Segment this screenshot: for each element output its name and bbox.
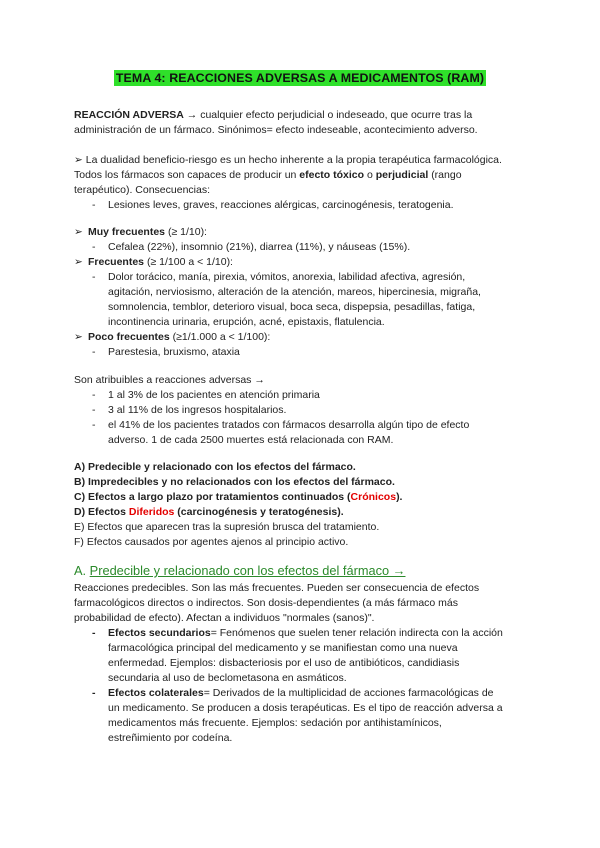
duality-paragraph [74,153,526,213]
class-e: E) Efectos que aparecen tras la supresión brusca del tratamiento. [74,521,380,533]
duality-line2a: Todos los fármacos son capaces de producir un [74,169,297,181]
definition-line2: administración de un fármaco. Sinónimos= efecto indeseable, acontecimiento adverso. [74,124,478,136]
definition-term: REACCIÓN ADVERSA [74,109,184,121]
class-d: D) Efectos Diferidos (carcinogénesis y teratogénesis). [74,506,344,518]
collateral-effects-term: Efectos colaterales [108,687,204,699]
list-item: - Cefalea (22%), insomnio (21%), diarrea (11%), y náuseas (15%). [92,241,411,253]
section-a-body: Reacciones predecibles. Son las más frecuentes. Pueden ser consecuencia de efectos farmacológicos directos o indirectos. Son dosis-dependientes (a más fármaco más probabilidad de efecto). Afectan a individuos "normales (sanos)". - Efectos secundarios= Fenómenos que suelen tener relación indirecta con la acción farmacológica principal del medicamento y se manifiestan como una nueva enfermedad. Ejemplos: disbacteriosis por el uso de antibióticos, candidiasis secundaria al uso de beclometasona en asmáticos. - Efectos colaterales= Derivados de la multiplicidad de acciones farmacológicas de un medicamento. Se producen a dosis terapéuticas. Es el tipo de reacción adversa a medicamentos más frecuente. Ejemplos: sedación por antihistamínicos, estreñimiento por codeína. [74,581,526,746]
consequence-list [74,198,526,213]
list-item: - Dolor torácico, manía, pirexia, vómitos, anorexia, labilidad afectiva, agresión, agitación, nerviosismo, alteración de la atención, mareos, hipercinesia, migraña, somnolencia, temblor, deterioro visual, boca seca, dispepsia, pesadillas, fatiga, incontinencia urinaria, erupción, acné, epistaxis, flatulencia. [92,271,481,328]
arrow-bullet-icon: ➢ [74,226,83,238]
secondary-effects-term: Efectos secundarios [108,627,211,639]
classification-list [74,460,526,550]
list-item: - Lesiones leves, graves, reacciones alérgicas, carcinogénesis, teratogenia. [92,199,454,211]
duality-line1: La dualidad beneficio-riesgo es un hecho inherente a la propia terapéutica farmacológica. [85,154,502,166]
attributable-intro: Son atribuibles a reacciones adversas → [74,374,265,386]
duality-line2b: (rango [431,169,462,181]
page-title: TEMA 4: REACCIONES ADVERSAS A MEDICAMENTOS (RAM) [115,71,485,85]
class-c: C) Efectos a largo plazo por tratamientos continuados (Crónicos). [74,491,403,503]
class-f: F) Efectos causados por agentes ajenos al principio activo. [74,536,349,548]
class-b: B) Impredecibles y no relacionados con los efectos del fármaco. [74,476,395,488]
frequency-section [74,225,526,360]
section-a-list [74,626,526,746]
attributable-section [74,373,526,448]
definition-paragraph [74,108,526,138]
duality-mid: o [366,169,373,181]
section-a-heading: A. Predecible y relacionado con los efectos del fármaco → [74,563,406,578]
infrequent-heading: ➢ Poco frecuentes (≥1/1.000 a < 1/100): [74,331,271,343]
list-item: - 1 al 3% de los pacientes en atención primaria [92,389,320,401]
definition-line1: cualquier efecto perjudicial o indeseado, que ocurre tras la [200,109,473,121]
duality-line3: terapéutico). Consecuencias: [74,184,210,196]
frequent-list [74,270,526,330]
class-a: A) Predecible y relacionado con los efectos del fármaco. [74,461,356,473]
arrow-bullet-icon: ➢ [74,154,83,166]
arrow-bullet-icon: ➢ [74,256,83,268]
frequent-heading: ➢ Frecuentes (≥ 1/100 a < 1/10): [74,256,233,268]
attributable-list [74,388,526,448]
list-item: - Efectos colaterales= Derivados de la multiplicidad de acciones farmacológicas de un medicamento. Se producen a dosis terapéuticas. Es el tipo de reacción adversa a medicamentos más frecuente. Ejemplos: sedación por antihistamínicos, estreñimiento por codeína. [92,687,503,744]
list-item: - Parestesia, bruxismo, ataxia [92,346,240,358]
harmful-term: perjudicial [375,169,429,181]
toxic-effect-term: efecto tóxico [299,169,365,181]
list-item: - Efectos secundarios= Fenómenos que suelen tener relación indirecta con la acción farmacológica principal del medicamento y se manifiestan como una nueva enfermedad. Ejemplos: disbacteriosis por el uso de antibióticos, candidiasis secundaria al uso de beclometasona en asmáticos. [92,627,503,684]
title-wrap [0,71,600,85]
definition-arrow: → [186,109,198,121]
very-frequent-heading: ➢ Muy frecuentes (≥ 1/10): [74,226,207,238]
very-frequent-list [74,240,526,255]
list-item: - 3 al 11% de los ingresos hospitalarios. [92,404,287,416]
list-item: - el 41% de los pacientes tratados con fármacos desarrolla algún tipo de efecto adverso. 1 de cada 2500 muertes está relacionada con RAM. [92,419,470,446]
arrow-bullet-icon: ➢ [74,331,83,343]
infrequent-list [74,345,526,360]
